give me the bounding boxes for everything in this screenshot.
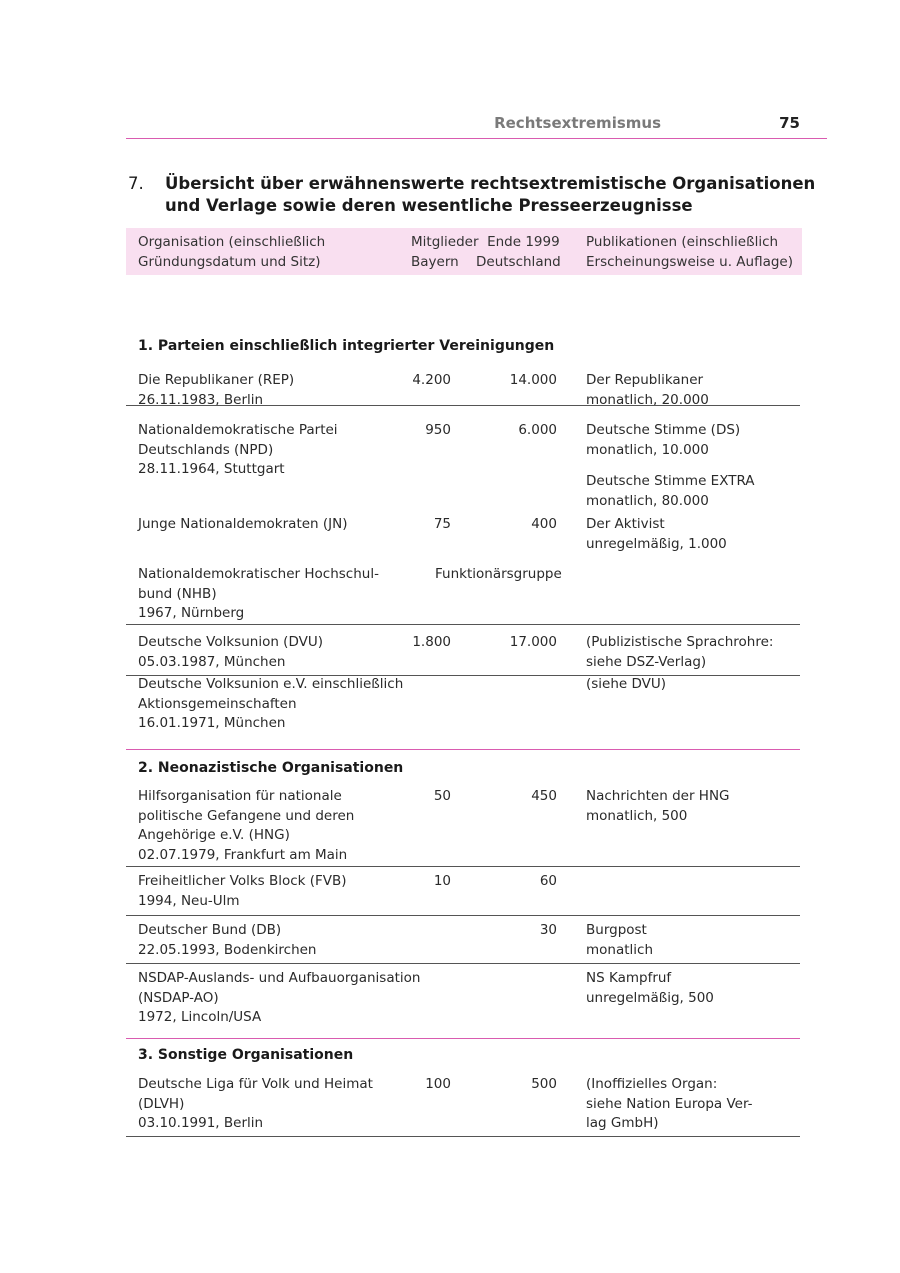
publication-cell-line: lag GmbH) [586,1115,659,1132]
publication-cell-line: Der Republikaner [586,372,704,388]
publication-cell-line: Deutsche Stimme EXTRA [586,473,755,489]
members-bayern-cell: 50 [433,788,451,804]
publication-cell-line: unregelmäßig, 1.000 [586,535,727,552]
heading-line-2: und Verlage sowie deren wesentliche Presseerzeugnisse [165,196,693,215]
organisations-table [126,228,802,1145]
members-bayern-cell: 1.800 [412,634,451,650]
row-divider [126,866,800,867]
publication-cell-line: Nachrichten der HNG [586,788,730,804]
publication-cell-line: monatlich, 20.000 [586,391,709,408]
header-publications-line-2: Erscheinungsweise u. Auflage) [586,254,793,270]
section-divider [126,749,800,750]
org-cell-line: Angehörige e.V. (HNG) [138,827,290,844]
publication-cell-line: Burgpost [586,922,647,938]
org-cell-line: Junge Nationaldemokraten (JN) [138,516,348,532]
org-cell-line: Nationaldemokratischer Hochschul- [138,566,379,582]
running-head [126,112,827,139]
publication-cell-line: (Inoffizielles Organ: [586,1076,718,1092]
header-members-deutschland: Deutschland [476,254,561,270]
publication-cell-line: (siehe DVU) [586,676,667,692]
publication-cell-line: siehe DSZ-Verlag) [586,653,707,670]
org-cell-line: 22.05.1993, Bodenkirchen [138,941,317,958]
org-cell-line: 26.11.1983, Berlin [138,391,264,408]
members-deutschland-cell: 60 [539,873,557,889]
section-divider [126,1038,800,1039]
header-members-bayern: Bayern [411,254,459,270]
members-bayern-cell: 950 [425,422,451,438]
publication-cell-line: siehe Nation Europa Ver- [586,1095,753,1112]
org-cell-line: 05.03.1987, München [138,653,286,670]
section-title: 2. Neonazistische Organisationen [138,760,404,776]
org-cell-line: Nationaldemokratische Partei [138,422,338,438]
heading-number: 7. [128,174,144,193]
page-number: 75 [779,114,800,132]
row-divider [126,915,800,916]
members-note-cell: Funktionärsgruppe [435,566,562,582]
members-deutschland-cell: 17.000 [509,634,557,650]
org-cell-line: 1994, Neu-Ulm [138,892,240,909]
members-deutschland-cell: 14.000 [509,372,557,388]
members-bayern-cell: 4.200 [412,372,451,388]
publication-cell-line: monatlich, 500 [586,807,688,824]
members-deutschland-cell: 500 [531,1076,557,1092]
row-divider [126,405,800,406]
org-cell-line: Freiheitlicher Volks Block (FVB) [138,873,347,889]
publication-cell-line: unregelmäßig, 500 [586,989,714,1006]
header-members-line-1: Mitglieder Ende 1999 [411,234,560,250]
org-cell-line: Deutsche Volksunion e.V. einschließlich [138,676,404,692]
org-cell-line: (NSDAP-AO) [138,989,219,1006]
heading-line-1: Übersicht über erwähnenswerte rechtsextremistische Organisationen [165,174,816,193]
publication-cell-line: Deutsche Stimme (DS) [586,422,741,438]
org-cell-line: bund (NHB) [138,585,217,602]
header-publications-line-1: Publikationen (einschließlich [586,234,779,250]
header-org-line-2: Gründungsdatum und Sitz) [138,254,321,270]
section-title: 3. Sonstige Organisationen [138,1047,354,1063]
publication-cell-line: (Publizistische Sprachrohre: [586,634,774,650]
org-cell-line: 03.10.1991, Berlin [138,1115,264,1132]
org-cell-line: Deutschlands (NPD) [138,441,274,458]
publication-cell-line: monatlich, 10.000 [586,441,709,458]
org-cell-line: Deutsche Volksunion (DVU) [138,634,323,650]
members-bayern-cell: 100 [425,1076,451,1092]
org-cell-line: 16.01.1971, München [138,715,286,732]
row-divider [126,624,800,625]
section-title: 1. Parteien einschließlich integrierter Vereinigungen [138,338,555,354]
org-cell-line: 1972, Lincoln/USA [138,1009,262,1026]
members-bayern-cell: 75 [433,516,451,532]
row-divider [126,963,800,964]
row-divider [126,675,800,676]
header-org-line-1: Organisation (einschließlich [138,234,326,250]
publication-cell-line: NS Kampfruf [586,970,672,986]
org-cell-line: 28.11.1964, Stuttgart [138,461,285,478]
org-cell-line: Aktionsgemeinschaften [138,695,297,712]
members-bayern-cell: 10 [433,873,451,889]
publication-cell-line: monatlich [586,941,654,958]
publication-cell-line: Der Aktivist [586,516,665,532]
org-cell-line: politische Gefangene und deren [138,807,355,824]
members-deutschland-cell: 6.000 [518,422,557,438]
org-cell-line: 1967, Nürnberg [138,605,245,622]
members-deutschland-cell: 30 [539,922,557,938]
org-cell-line: Die Republikaner (REP) [138,372,295,388]
org-cell-line: Hilfsorganisation für nationale [138,788,342,804]
table-body [126,275,802,1145]
org-cell-line: NSDAP-Auslands- und Aufbauorganisation [138,970,421,986]
running-head-title: Rechtsextremismus [494,114,661,132]
table-header [126,228,802,275]
org-cell-line: 02.07.1979, Frankfurt am Main [138,846,348,863]
members-deutschland-cell: 450 [531,788,557,804]
members-deutschland-cell: 400 [531,516,557,532]
row-divider [126,1136,800,1137]
org-cell-line: (DLVH) [138,1095,185,1112]
org-cell-line: Deutscher Bund (DB) [138,922,282,938]
org-cell-line: Deutsche Liga für Volk und Heimat [138,1076,373,1092]
publication-cell-line: monatlich, 80.000 [586,492,709,509]
